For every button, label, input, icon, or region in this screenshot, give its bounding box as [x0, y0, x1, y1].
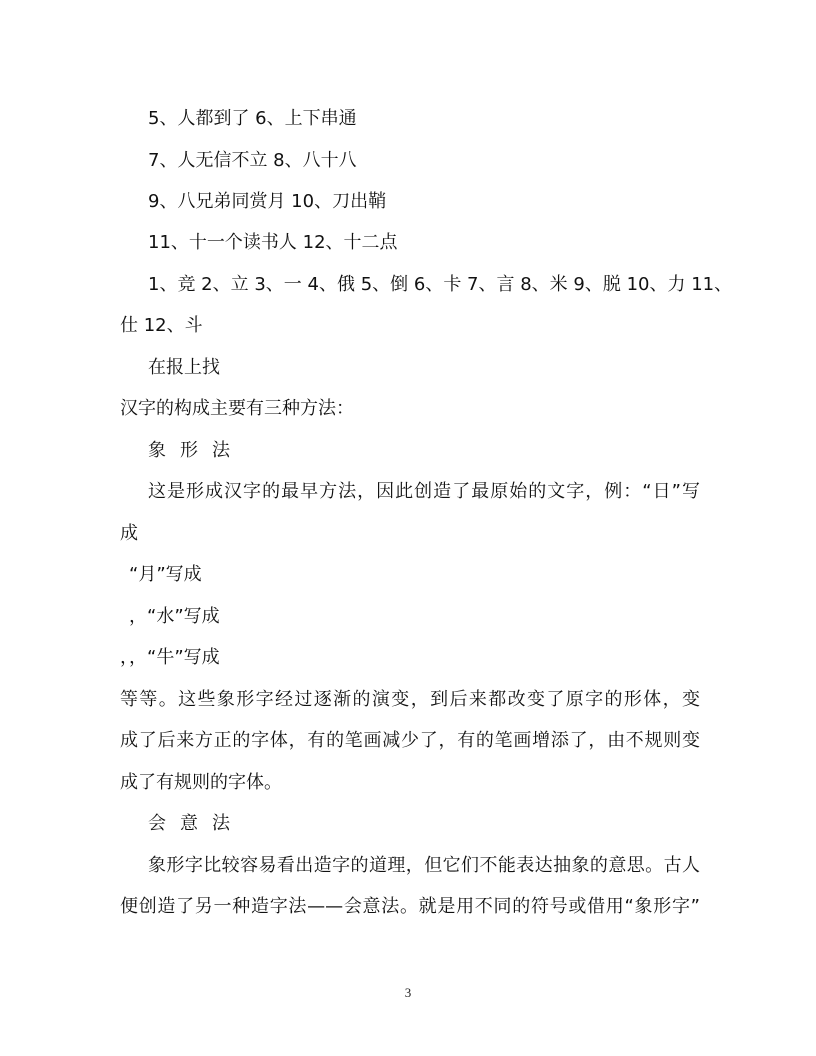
text-line: 成 — [120, 523, 138, 544]
text-line: 9、八兄弟同赏月 10、刀出鞘 — [148, 191, 387, 212]
text-line: 仕 12、斗 — [120, 315, 203, 336]
text-line: 成了后来方正的字体，有的笔画减少了，有的笔画增添了，由不规则变 — [120, 730, 700, 751]
text-line: 这是形成汉字的最早方法，因此创造了最原始的文字，例：“日”写 — [148, 481, 700, 502]
page-number: 3 — [404, 985, 412, 1000]
section-heading: 会意法 — [148, 813, 244, 834]
text-line: ，，“牛”写成 — [120, 647, 220, 668]
text-line: 5、人都到了 6、上下串通 — [148, 108, 357, 129]
text-line: 成了有规则的字体。 — [120, 772, 282, 793]
text-line: 象形字比较容易看出造字的道理，但它们不能表达抽象的意思。古人 — [148, 855, 700, 876]
text-line: 1、竞 2、立 3、一 4、俄 5、倒 6、卡 7、言 8、米 9、脱 10、力 11、 — [148, 274, 733, 295]
text-line: 在报上找 — [148, 357, 220, 378]
text-line: 等等。这些象形字经过逐渐的演变，到后来都改变了原字的形体，变 — [120, 689, 700, 710]
text-line: 11、十一个读书人 12、十二点 — [148, 232, 398, 253]
text-line: 汉字的构成主要有三种方法： — [120, 398, 354, 419]
text-line: 便创造了另一种造字法——会意法。就是用不同的符号或借用“象形字” — [120, 896, 700, 917]
text-line: ，“水”写成 — [129, 606, 220, 627]
section-heading: 象形法 — [148, 440, 244, 461]
text-line: 7、人无信不立 8、八十八 — [148, 150, 357, 171]
text-line: “月”写成 — [129, 564, 202, 585]
